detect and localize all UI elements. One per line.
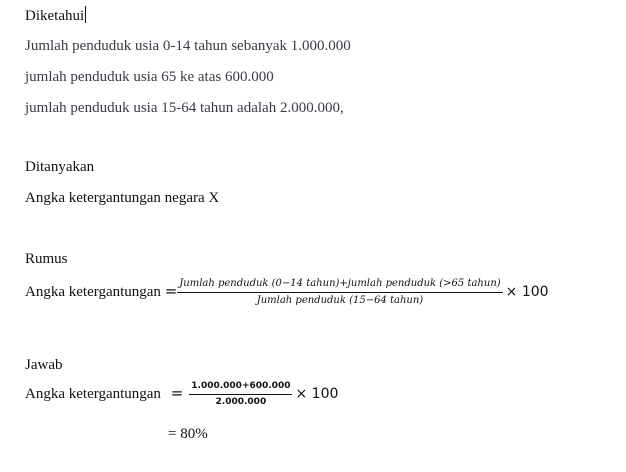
- formula-equals: =: [164, 281, 178, 300]
- known-line-2: jumlah penduduk usia 65 ke atas 600.000: [25, 69, 274, 85]
- heading-ditanyakan: Ditanyakan: [25, 159, 95, 175]
- heading-rumus: Rumus: [25, 251, 68, 267]
- answer-numerator: 1.000.000+600.000: [191, 381, 291, 391]
- question-line: Angka ketergantungan negara X: [25, 190, 220, 206]
- known-line-3: jumlah penduduk usia 15-64 tahun adalah 2.000.000,: [25, 100, 344, 116]
- text-cursor: [85, 6, 86, 23]
- formula-numerator: Jumlah penduduk (0−14 tahun)+jumlah penduduk (>65 tahun): [179, 278, 501, 289]
- formula-denominator: Jumlah penduduk (15−64 tahun): [256, 295, 424, 306]
- formula-rumus: [25, 278, 549, 307]
- answer-equals: =: [170, 383, 184, 402]
- known-line-1: Jumlah penduduk usia 0-14 tahun sebanyak 1.000.000: [25, 38, 351, 54]
- answer-lhs: Angka ketergantungan: [25, 385, 161, 402]
- heading-jawab: Jawab: [25, 357, 63, 373]
- answer-denominator: 2.000.000: [215, 397, 267, 407]
- formula-jawab: [25, 381, 338, 408]
- answer-result: = 80%: [168, 426, 208, 442]
- answer-fraction: [189, 381, 292, 408]
- formula-lhs: Angka ketergantungan: [25, 283, 161, 300]
- formula-multiplier: × 100: [505, 283, 549, 300]
- formula-fraction: [177, 278, 502, 307]
- answer-multiplier: × 100: [295, 385, 339, 402]
- heading-diketahui-text: Diketahui: [25, 8, 85, 24]
- heading-diketahui: [25, 6, 86, 25]
